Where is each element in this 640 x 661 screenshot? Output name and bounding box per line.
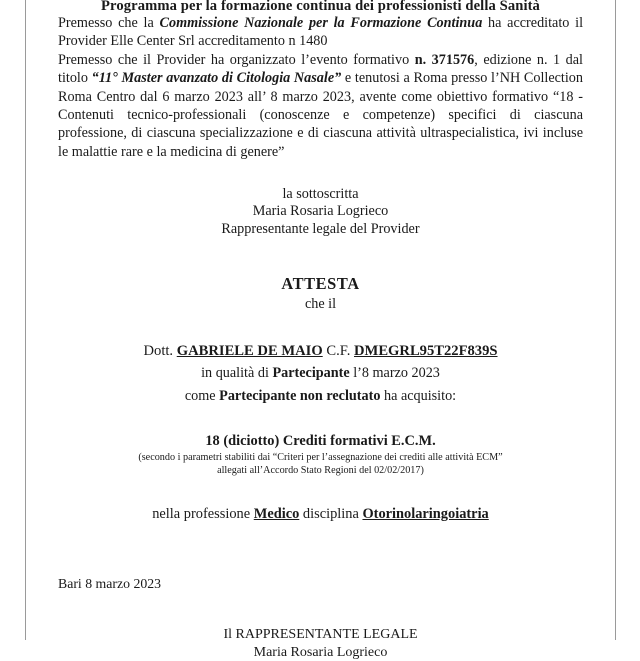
page-title: Programma per la formazione continua dei professionisti della Sanità: [101, 0, 540, 14]
credits-note-line-1: (secondo i parametri stabiliti dai “Criteri per l’assegnazione dei crediti alle attività ECM”: [138, 452, 503, 464]
footer-signature-block: [58, 626, 583, 661]
participant-role-line: [58, 362, 583, 385]
participant-name: GABRIELE DE MAIO: [176, 342, 323, 359]
profession-prefix: nella professione: [152, 506, 254, 523]
credits-amount: 18 (diciotto) Crediti formativi E.C.M.: [205, 433, 436, 450]
signer-block: [58, 186, 583, 238]
premise-paragraph-1: [58, 14, 583, 51]
commission-name: Commissione Nazionale per la Formazione Continua: [159, 15, 483, 31]
premise-2-part-1: Premesso che il Provider ha organizzato l’evento formativo: [58, 51, 415, 68]
participant-role: Partecipante: [272, 365, 350, 382]
discipline-value: Otorinolaringoiatria: [362, 506, 489, 523]
signer-role: Rappresentante legale del Provider: [221, 220, 420, 237]
profession-middle: disciplina: [299, 506, 363, 523]
fiscal-code-label: C.F.: [326, 342, 351, 359]
participant-identity-line: [58, 340, 583, 363]
event-title: “11° Master avanzato di Citologia Nasale”: [91, 70, 342, 87]
place-and-date: Bari 8 marzo 2023: [58, 576, 162, 592]
attestation-heading: ATTESTA: [281, 273, 360, 293]
profession-value: Medico: [253, 506, 300, 523]
participant-block: [58, 340, 583, 408]
participant-honorific: Dott.: [143, 342, 174, 359]
footer-name: Maria Rosaria Logrieco: [253, 644, 388, 660]
premise-2-part-3: e tenutosi a Roma presso l’NH Collection Roma Centro dal 6 marzo 2023 all’ 8 marzo 2023, avente come obiettivo formativo “18 - Contenuti tecnico-professionali (conoscenze e competenze) specifici di ciascuna professione, di ciascuna specializzazione e di ciascuna attività ultraspecialistica, ivi incluse le malattie rare e la medicina di genere”: [58, 70, 583, 160]
event-number: n. 371576: [414, 51, 475, 68]
participant-status: Partecipante non reclutato: [219, 387, 381, 404]
premise-1-before: Premesso che la: [58, 15, 160, 31]
premise-paragraph-2: [58, 51, 583, 161]
signer-name: Maria Rosaria Logrieco: [252, 203, 389, 220]
participant-status-prefix: come: [184, 387, 220, 404]
footer-role: Il RAPPRESENTANTE LEGALE: [223, 627, 418, 643]
credits-note-line-2: allegati all’Accordo Stato Regioni del 02/02/2017): [217, 464, 424, 476]
participant-status-line: [58, 385, 583, 408]
credits-block: [58, 433, 583, 477]
signer-intro: la sottoscritta: [282, 186, 359, 203]
document-body: [58, 0, 583, 661]
participant-role-prefix: in qualità di: [201, 365, 273, 382]
page-border-left: [25, 0, 26, 640]
fiscal-code-value: DMEGRL95T22F839S: [354, 342, 498, 359]
page-border-right: [615, 0, 616, 640]
participant-status-suffix: ha acquisito:: [380, 387, 457, 404]
participant-role-date: l’8 marzo 2023: [349, 365, 440, 382]
premise-2-part-2: , edizione n. 1 dal titolo: [58, 51, 584, 87]
credits-note: [58, 452, 583, 477]
premise-1-after: ha accreditato il Provider Elle Center Srl accreditamento n 1480: [58, 15, 584, 50]
attestation-subheading: che il: [304, 295, 337, 312]
profession-line: [58, 506, 583, 523]
